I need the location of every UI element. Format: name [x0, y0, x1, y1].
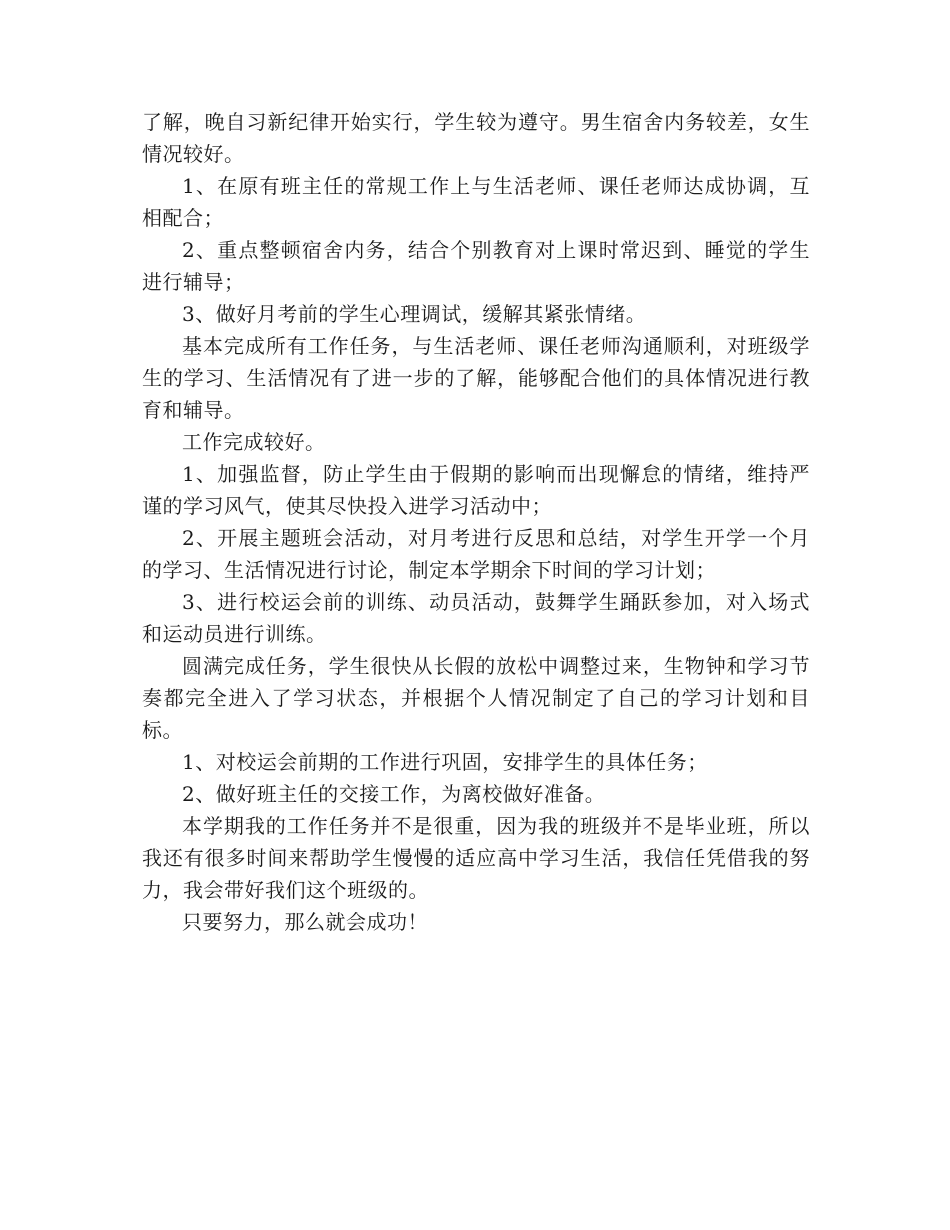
paragraph-summary-1: 基本完成所有工作任务，与生活老师、课任老师沟通顺利，对班级学生的学习、生活情况有了进一步的了解，能够配合他们的具体情况进行教育和辅导。: [142, 334, 810, 422]
paragraph-item-4: 1、加强监督，防止学生由于假期的影响而出现懈怠的情绪，维持严谨的学习风气，使其尽快投入进学习活动中；: [142, 462, 810, 518]
paragraph-item-6: 3、进行校运会前的训练、动员活动，鼓舞学生踊跃参加，对入场式和运动员进行训练。: [142, 590, 810, 646]
paragraph-item-8: 2、做好班主任的交接工作，为离校做好准备。: [182, 782, 606, 806]
paragraph-item-1: 1、在原有班主任的常规工作上与生活老师、课任老师达成协调，互相配合；: [142, 174, 810, 230]
document-body: [142, 106, 810, 938]
paragraph-item-3: 3、做好月考前的学生心理调试，缓解其紧张情绪。: [182, 302, 647, 326]
paragraph-item-2: 2、重点整顿宿舍内务，结合个别教育对上课时常迟到、睡觉的学生进行辅导；: [142, 238, 810, 294]
paragraph-closing: 只要努力，那么就会成功！: [182, 910, 428, 934]
paragraph-conclusion: 本学期我的工作任务并不是很重，因为我的班级并不是毕业班，所以我还有很多时间来帮助学生慢慢的适应高中学习生活，我信任凭借我的努力，我会带好我们这个班级的。: [142, 814, 810, 902]
paragraph-continued: 了解，晚自习新纪律开始实行，学生较为遵守。男生宿舍内务较差，女生情况较好。: [142, 110, 810, 166]
paragraph-summary-2: 圆满完成任务，学生很快从长假的放松中调整过来，生物钟和学习节奏都完全进入了学习状态，并根据个人情况制定了自己的学习计划和目标。: [142, 654, 810, 742]
paragraph-item-7: 1、对校运会前期的工作进行巩固，安排学生的具体任务；: [182, 750, 708, 774]
paragraph-item-5: 2、开展主题班会活动，对月考进行反思和总结，对学生开学一个月的学习、生活情况进行讨论，制定本学期余下时间的学习计划；: [142, 526, 810, 582]
paragraph-result-1: 工作完成较好。: [182, 430, 326, 454]
